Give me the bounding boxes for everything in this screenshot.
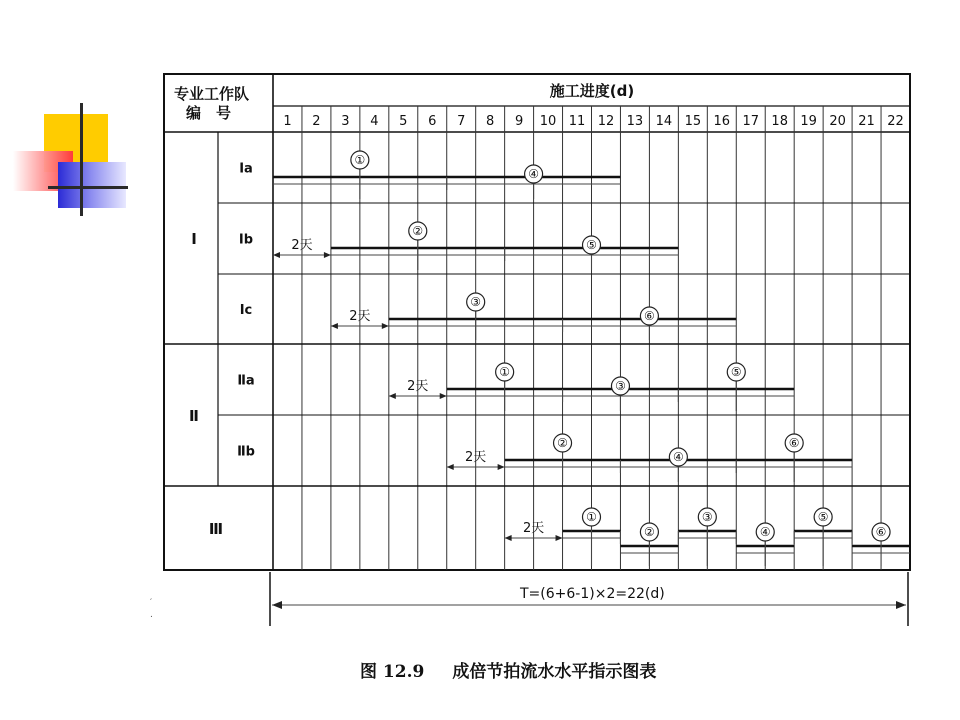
lag-arrow-head (447, 464, 454, 470)
lag-arrow-head (331, 323, 338, 329)
lag-arrow-head (498, 464, 505, 470)
figure-title: 成倍节拍流水水平指示图表 (452, 662, 657, 682)
lag-label: 2天 (291, 238, 313, 253)
lag-label: 2天 (522, 521, 545, 536)
day-number: 21 (858, 114, 875, 129)
section-marker-label: ① (586, 510, 597, 524)
day-number: 20 (829, 114, 846, 129)
day-number: 22 (887, 114, 904, 129)
day-number: 1 (283, 114, 292, 129)
lag-arrow-head (505, 535, 512, 541)
day-number: 14 (655, 114, 673, 129)
day-number: 12 (597, 114, 615, 129)
section-marker-label: ⑥ (788, 436, 800, 450)
day-number: 4 (370, 114, 379, 129)
day-number: 19 (800, 114, 817, 129)
day-number: 11 (568, 114, 586, 129)
day-number: 18 (771, 114, 788, 129)
section-marker-label: ④ (528, 167, 539, 181)
group-label: Ⅲ (208, 520, 224, 538)
header-team-label: 专业工作队 (174, 85, 250, 103)
header-progress-label: 施工进度(d) (549, 82, 635, 100)
team-label: Ⅱa (237, 373, 255, 389)
day-number: 5 (399, 114, 408, 129)
section-marker-label: ① (499, 365, 511, 379)
day-number: 10 (539, 114, 557, 129)
lag-label: 2天 (407, 379, 429, 394)
lag-arrow-head (389, 393, 396, 399)
team-label: Ⅰc (239, 303, 253, 318)
total-duration (270, 572, 908, 626)
lag-label: 2天 (349, 309, 371, 324)
section-marker-label: ② (557, 436, 568, 450)
figure-caption (360, 657, 800, 682)
section-marker-label: ② (644, 525, 655, 539)
day-number: 8 (486, 114, 495, 129)
day-numbers-row (283, 114, 903, 129)
day-number: 6 (428, 114, 437, 129)
section-marker-label: ③ (615, 379, 626, 393)
section-marker-label: ⑤ (817, 510, 829, 524)
team-label: Ⅰa (239, 161, 253, 177)
lag-arrow-head (556, 535, 563, 541)
lag-arrow-head (273, 252, 280, 258)
stray-mark: ′ (150, 598, 153, 608)
day-number: 13 (626, 114, 644, 129)
section-marker-label: ④ (759, 525, 771, 539)
team-labels (189, 162, 255, 539)
day-number: 2 (312, 114, 321, 129)
section-marker-label: ⑥ (644, 309, 655, 323)
schedule-grid (164, 74, 910, 570)
group-label: Ⅱ (189, 407, 199, 425)
lag-arrow-head (324, 252, 331, 258)
table-border (164, 74, 910, 570)
total-duration-formula: T=(6+6-1)×2=22(d) (520, 586, 665, 602)
team-label: Ⅱb (237, 444, 255, 460)
section-marker-label: ④ (672, 450, 684, 464)
section-marker-label: ⑤ (730, 365, 742, 379)
team-label: Ⅰb (238, 232, 254, 248)
day-number: 3 (341, 114, 350, 129)
stray-mark: . (150, 610, 153, 620)
section-marker-label: ② (412, 224, 424, 238)
section-marker-label: ③ (470, 295, 482, 309)
lag-arrow-head (440, 393, 447, 399)
day-number: 15 (684, 114, 702, 129)
figure-number: 图 12.9 (360, 662, 425, 682)
lag-label: 2天 (465, 450, 487, 465)
day-number: 16 (713, 114, 731, 129)
day-number: 17 (742, 114, 760, 129)
section-marker-label: ① (354, 153, 366, 167)
section-marker-label: ⑥ (875, 525, 887, 539)
header-number-label: 编 号 (186, 104, 232, 122)
day-number: 9 (514, 114, 524, 129)
day-number: 7 (457, 114, 466, 129)
group-label: Ⅰ (191, 230, 197, 248)
section-marker-label: ③ (701, 510, 713, 524)
lag-arrow-head (382, 323, 389, 329)
section-marker-label: ⑤ (586, 238, 597, 252)
